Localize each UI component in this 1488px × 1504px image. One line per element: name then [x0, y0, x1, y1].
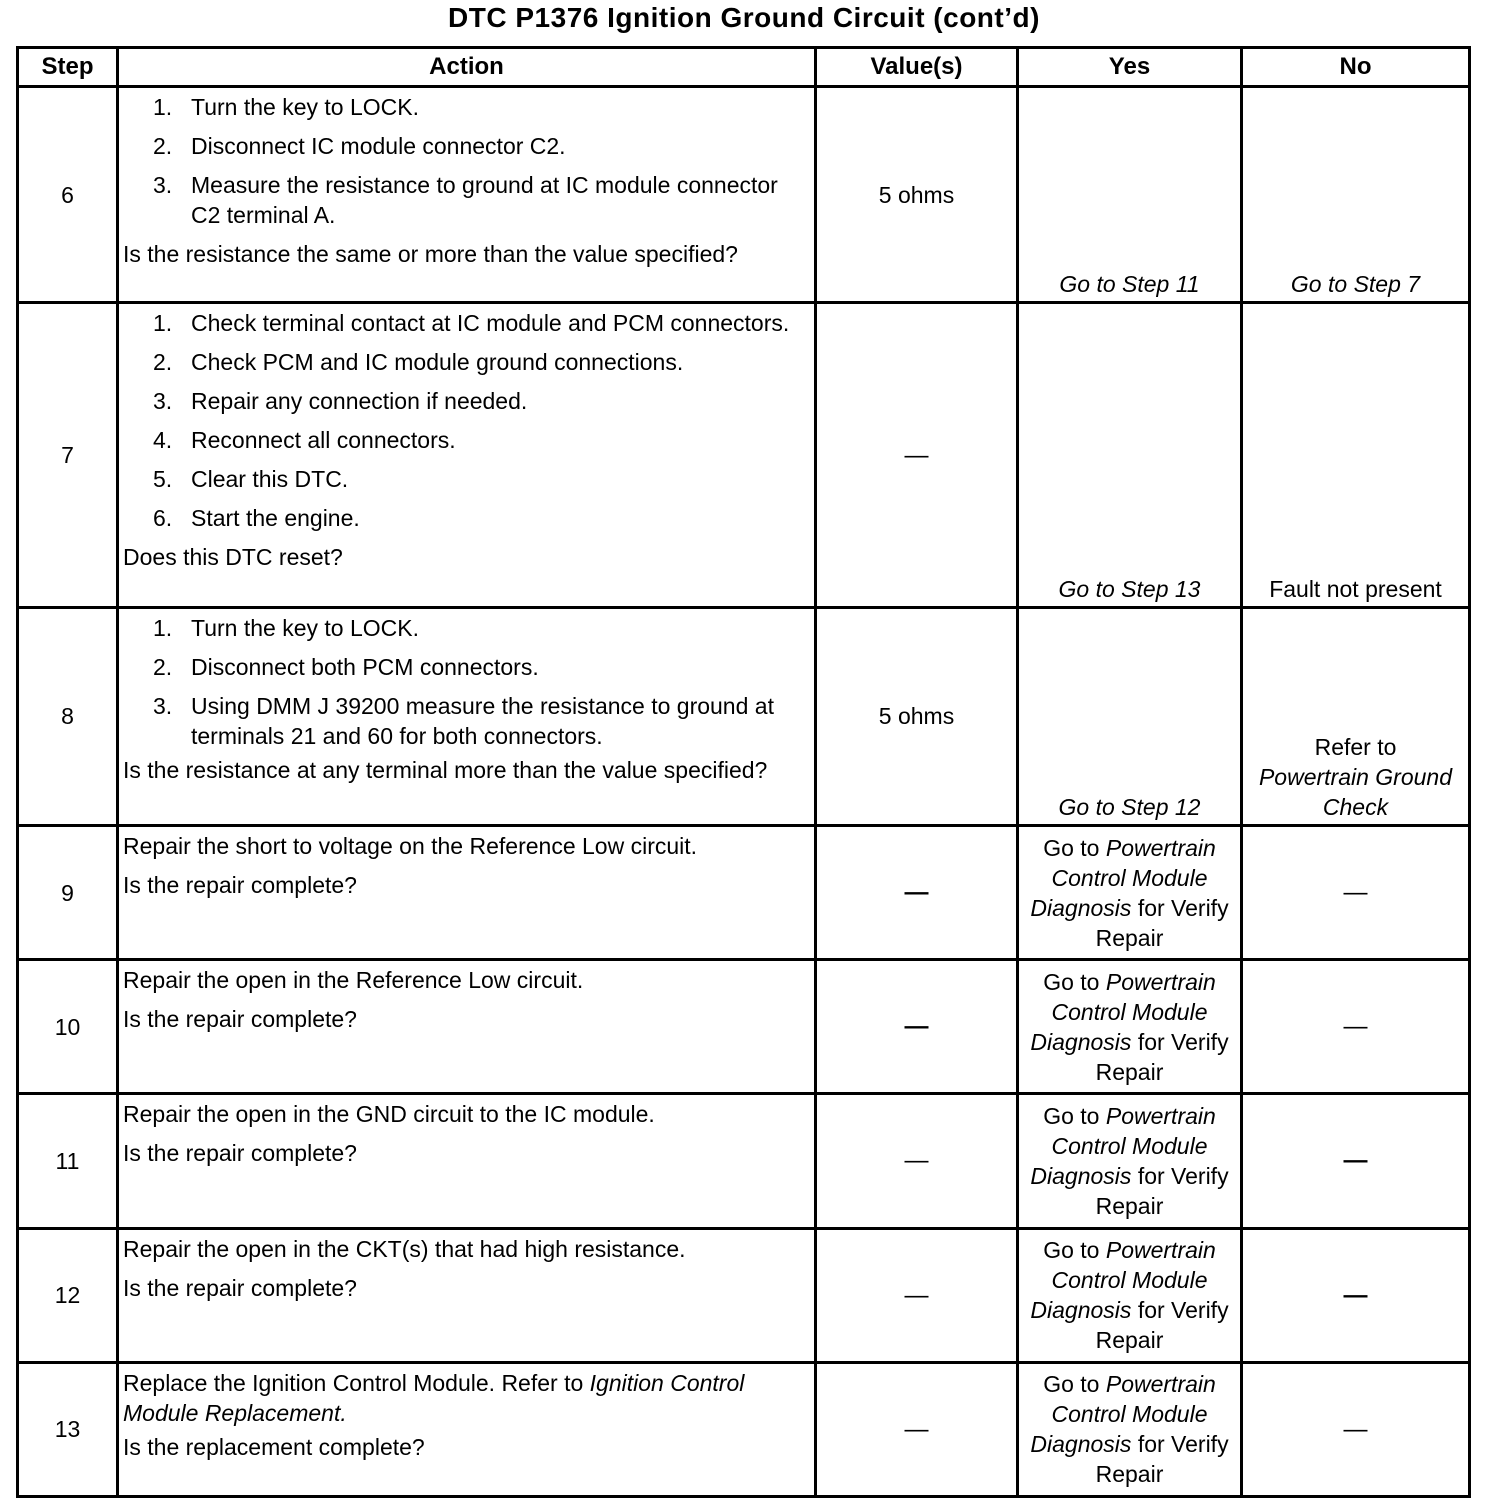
yes-prefix: Go to [1043, 834, 1100, 861]
item-number: 5. [153, 466, 173, 493]
list-item [123, 425, 808, 455]
item-number: 6. [153, 505, 173, 532]
yes-cell [1018, 960, 1242, 1094]
step-number: 12 [18, 1228, 118, 1362]
table-row [18, 960, 1470, 1094]
list-item [123, 131, 808, 161]
action-cell [118, 87, 816, 303]
action-cell [118, 826, 816, 960]
no-dash: — [1343, 1415, 1368, 1443]
item-text: Disconnect IC module connector C2. [191, 133, 566, 159]
value-cell [816, 960, 1018, 1094]
header-action: Action [118, 48, 816, 87]
table-row [18, 303, 1470, 607]
table-row [18, 87, 1470, 303]
no-dash: — [1343, 1281, 1368, 1309]
list-item [123, 613, 808, 643]
action-cell [118, 1362, 816, 1496]
item-text: Measure the resistance to ground at IC module connector C2 terminal A. [191, 172, 778, 228]
no-cell [1242, 87, 1470, 303]
value-cell: 5 ohms [816, 87, 1018, 303]
item-text: Turn the key to LOCK. [191, 614, 419, 641]
diagnostic-table [16, 46, 1471, 1498]
yes-suffix: for Verify Repair [1095, 894, 1229, 951]
question-text: Is the repair complete? [123, 1140, 357, 1167]
value-cell [816, 826, 1018, 960]
yes-suffix: for Verify Repair [1095, 1297, 1229, 1354]
no-cell [1242, 826, 1470, 960]
value-dash: — [904, 441, 929, 469]
header-values: Value(s) [816, 48, 1018, 87]
no-prefix: Refer to [1314, 734, 1397, 761]
yes-link: Go to Step 13 [1058, 575, 1201, 602]
yes-cell [1018, 1228, 1242, 1362]
header-yes: Yes [1018, 48, 1242, 87]
item-number: 4. [153, 427, 173, 454]
yes-link: Powertrain Control Module Diagnosis [1030, 834, 1216, 921]
list-item [123, 347, 808, 377]
item-number: 2. [153, 349, 173, 376]
yes-cell [1018, 303, 1242, 607]
item-text: Repair any connection if needed. [191, 388, 528, 415]
no-link: Go to Step 7 [1290, 271, 1421, 298]
step-number: 10 [18, 960, 118, 1094]
yes-prefix: Go to [1043, 968, 1100, 995]
action-text [123, 1368, 808, 1428]
no-cell: Fault not present [1242, 303, 1470, 607]
item-text: Reconnect all connectors. [191, 427, 456, 454]
no-cell [1242, 960, 1470, 1094]
value-cell [816, 1228, 1018, 1362]
list-item [123, 308, 808, 338]
step-number: 8 [18, 607, 118, 825]
item-number: 3. [153, 388, 173, 415]
question-text: Does this DTC reset? [123, 544, 343, 571]
yes-suffix: for Verify Repair [1095, 1028, 1229, 1085]
no-link: Powertrain Ground Check [1258, 764, 1453, 821]
list-item [123, 652, 808, 682]
question-text: Is the repair complete? [123, 872, 357, 899]
list-item [123, 386, 808, 416]
question-text: Is the repair complete? [123, 1006, 357, 1033]
action-text-reference: Ignition Control Module Replacement. [123, 1369, 745, 1426]
table-row [18, 607, 1470, 825]
action-cell [118, 1094, 816, 1228]
item-number: 3. [153, 172, 173, 198]
step-number: 6 [18, 87, 118, 303]
list-item [123, 92, 808, 122]
header-no: No [1242, 48, 1470, 87]
list-item [123, 503, 808, 533]
list-item [123, 170, 808, 230]
action-text-plain: Replace the Ignition Control Module. Refer to [123, 1369, 584, 1396]
no-dash: — [1343, 1013, 1368, 1041]
question-text: Is the resistance the same or more than the value specified? [123, 241, 738, 267]
yes-link: Go to Step 11 [1059, 271, 1200, 298]
value-cell [816, 1362, 1018, 1496]
no-cell [1242, 1362, 1470, 1496]
value-cell: 5 ohms [816, 607, 1018, 825]
no-cell [1242, 1094, 1470, 1228]
action-text: Repair the open in the Reference Low circuit. [123, 967, 584, 994]
value-dash: — [904, 1281, 929, 1309]
yes-link: Powertrain Control Module Diagnosis [1030, 1371, 1216, 1458]
yes-cell [1018, 607, 1242, 825]
item-text: Turn the key to LOCK. [191, 94, 419, 120]
step-number: 13 [18, 1362, 118, 1496]
list-item [123, 691, 808, 751]
yes-link: Powertrain Control Module Diagnosis [1030, 1237, 1216, 1324]
value-dash: — [904, 879, 929, 907]
page-title: DTC P1376 Ignition Ground Circuit (cont’d) [448, 2, 1040, 33]
step-number: 9 [18, 826, 118, 960]
item-text: Check terminal contact at IC module and PCM connectors. [191, 310, 790, 337]
question-text: Is the resistance at any terminal more than the value specified? [123, 756, 768, 783]
value-dash: — [904, 1147, 929, 1175]
action-text: Repair the open in the GND circuit to the IC module. [123, 1101, 655, 1128]
item-number: 2. [153, 653, 173, 680]
yes-prefix: Go to [1043, 1237, 1100, 1264]
no-dash: — [1343, 1147, 1368, 1175]
yes-cell [1018, 1362, 1242, 1496]
yes-cell [1018, 826, 1242, 960]
value-dash: — [904, 1013, 929, 1041]
action-text: Repair the open in the CKT(s) that had high resistance. [123, 1235, 686, 1262]
action-text: Repair the short to voltage on the Reference Low circuit. [123, 833, 698, 860]
action-cell [118, 607, 816, 825]
value-cell [816, 303, 1018, 607]
step-number: 7 [18, 303, 118, 607]
action-cell [118, 1228, 816, 1362]
yes-link: Go to Step 12 [1058, 794, 1201, 821]
yes-link: Powertrain Control Module Diagnosis [1030, 968, 1216, 1055]
yes-suffix: for Verify Repair [1095, 1431, 1229, 1488]
header-step: Step [18, 48, 118, 87]
question-text: Is the replacement complete? [123, 1433, 425, 1460]
list-item [123, 464, 808, 494]
item-text: Disconnect both PCM connectors. [191, 653, 539, 680]
item-text: Check PCM and IC module ground connections. [191, 349, 684, 376]
value-dash: — [904, 1415, 929, 1443]
yes-cell [1018, 87, 1242, 303]
yes-suffix: for Verify Repair [1095, 1162, 1229, 1219]
step-number: 11 [18, 1094, 118, 1228]
item-number: 1. [153, 94, 173, 120]
table-row [18, 826, 1470, 960]
item-number: 2. [153, 133, 173, 159]
item-number: 1. [153, 614, 173, 641]
value-cell [816, 1094, 1018, 1228]
yes-prefix: Go to [1043, 1371, 1100, 1398]
header-row [18, 48, 1470, 87]
table-row [18, 1228, 1470, 1362]
item-text: Clear this DTC. [191, 466, 349, 493]
action-cell [118, 303, 816, 607]
yes-prefix: Go to [1043, 1102, 1100, 1129]
action-cell [118, 960, 816, 1094]
no-dash: — [1343, 879, 1368, 907]
item-text: Using DMM J 39200 measure the resistance to ground at terminals 21 and 60 for both connectors. [191, 692, 774, 749]
yes-link: Powertrain Control Module Diagnosis [1030, 1102, 1216, 1189]
table-row [18, 1094, 1470, 1228]
yes-cell [1018, 1094, 1242, 1228]
item-number: 3. [153, 692, 173, 719]
item-number: 1. [153, 310, 173, 337]
no-cell [1242, 1228, 1470, 1362]
no-cell [1242, 607, 1470, 825]
item-text: Start the engine. [191, 505, 360, 532]
table-row [18, 1362, 1470, 1496]
question-text: Is the repair complete? [123, 1274, 357, 1301]
